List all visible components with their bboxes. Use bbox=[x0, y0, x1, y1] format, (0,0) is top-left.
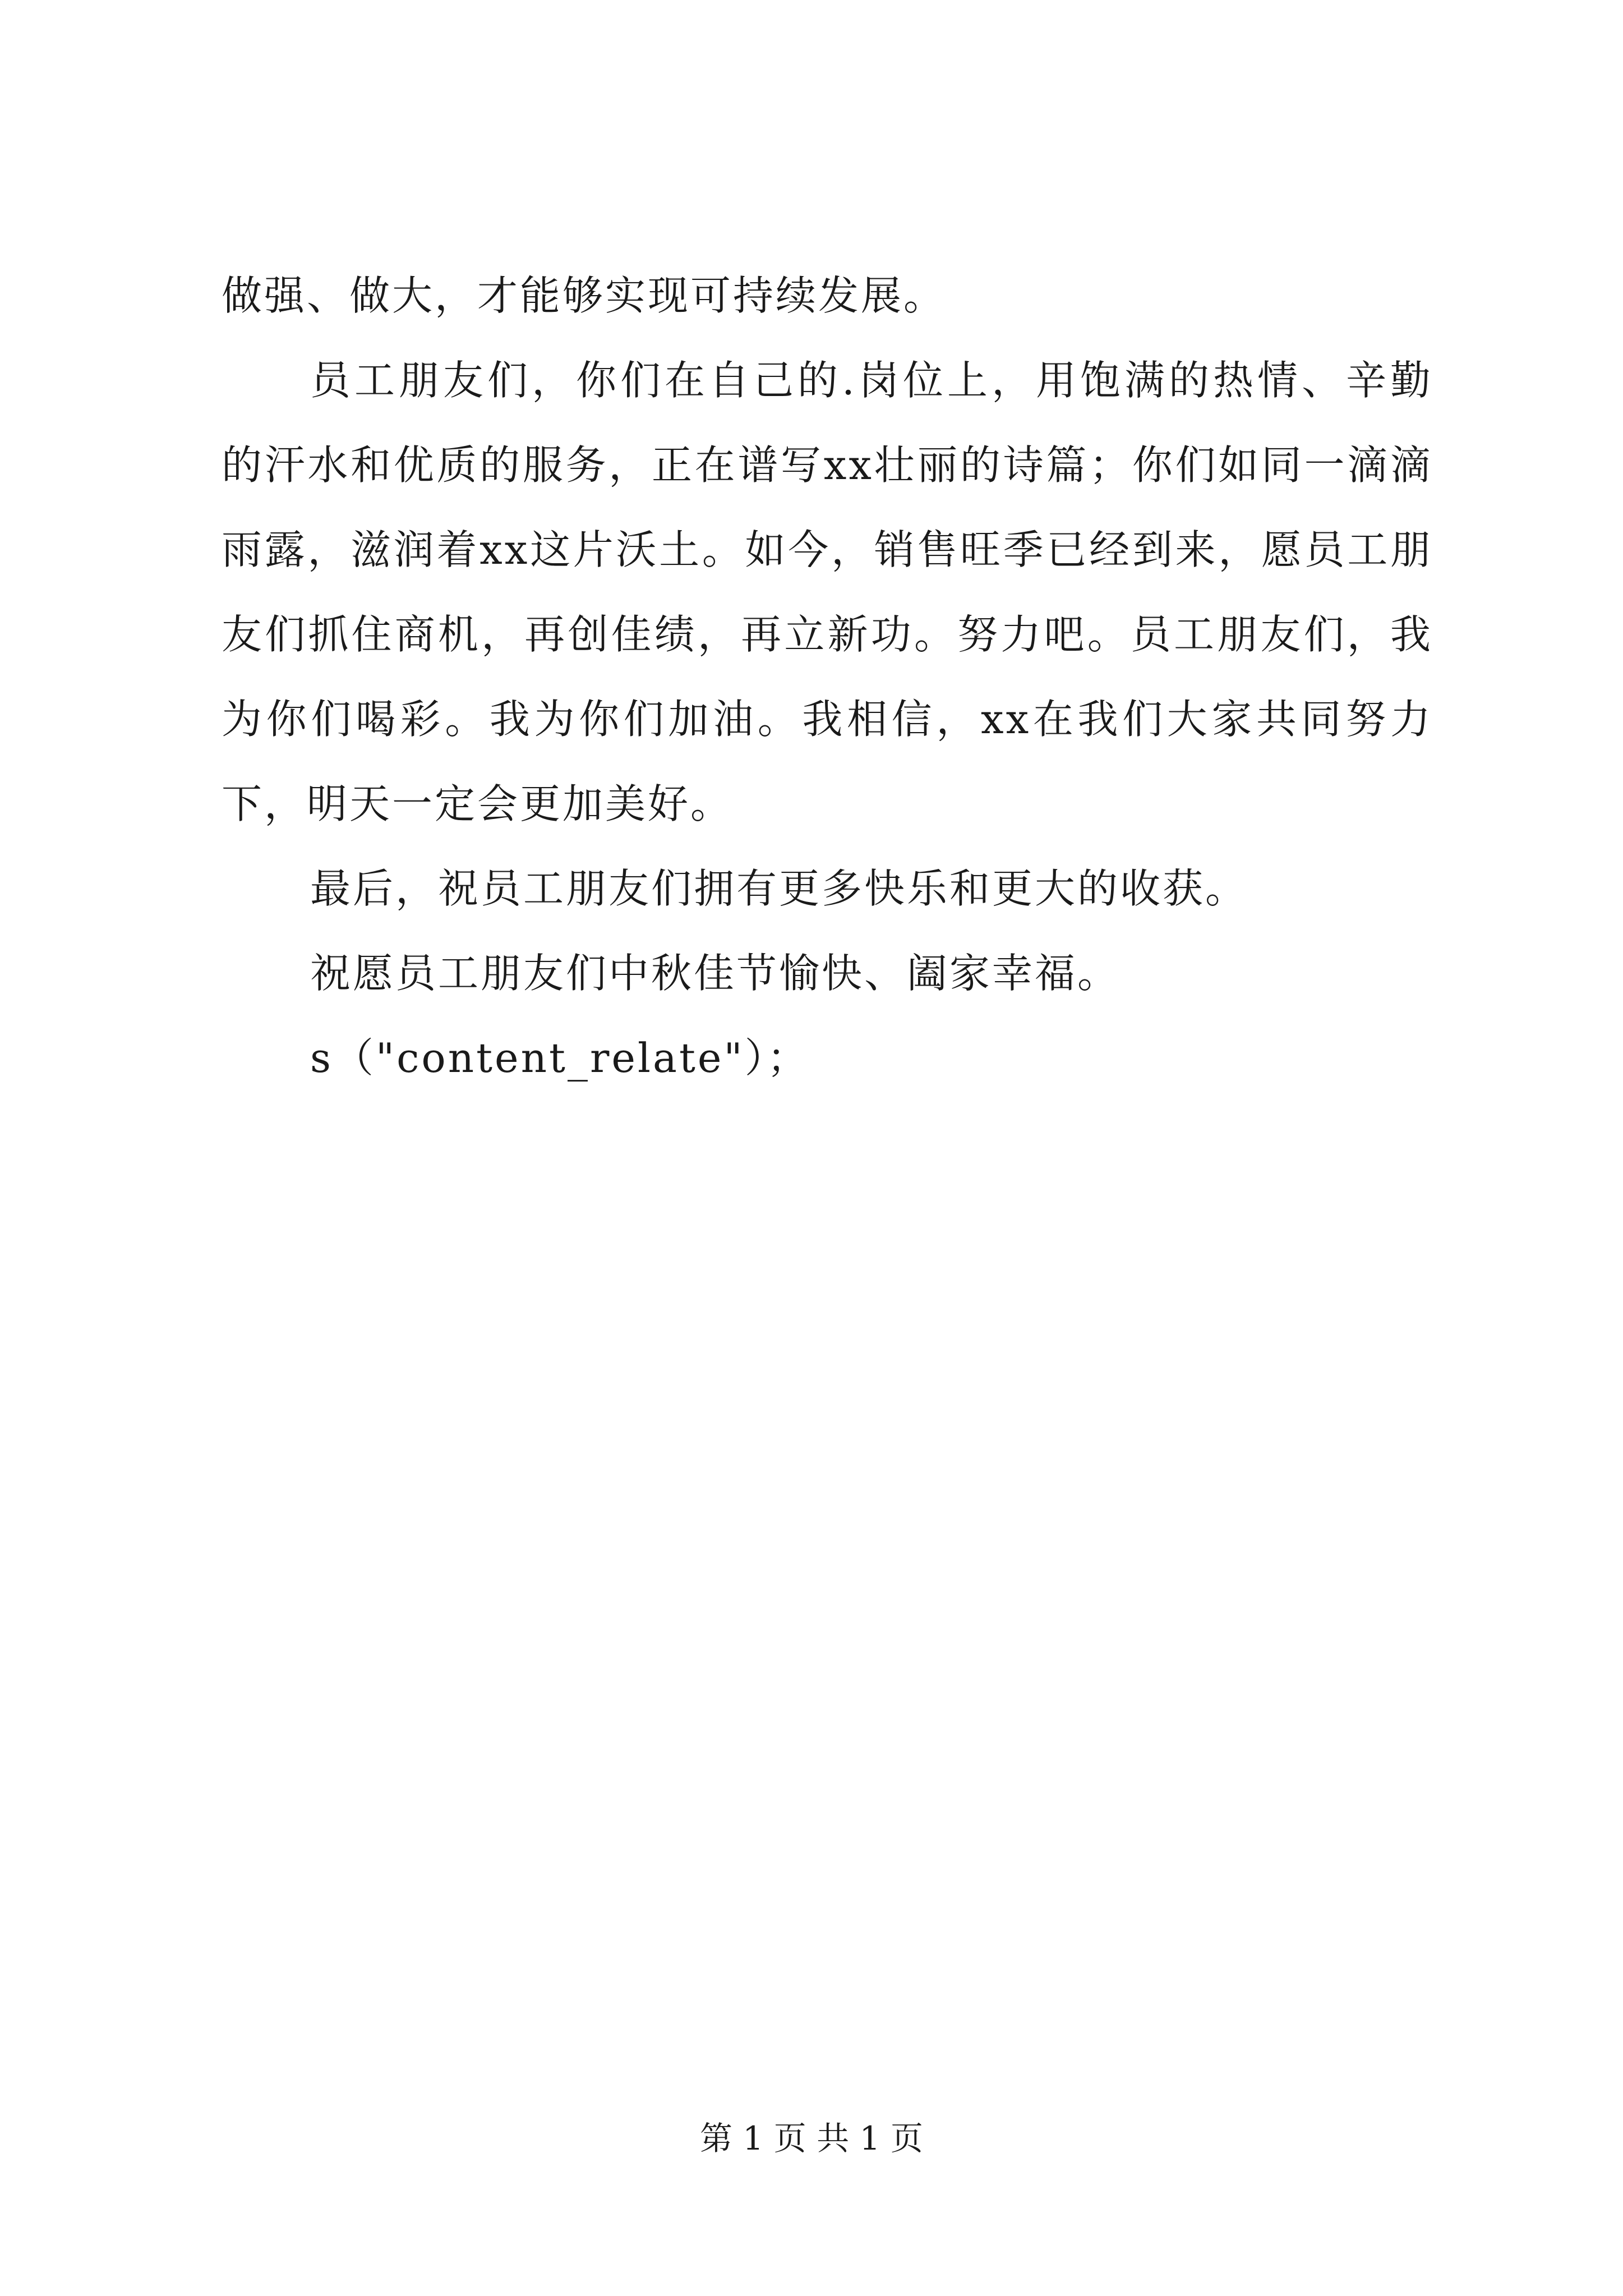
paragraph-employee-message: 员工朋友们，你们在自己的.岗位上，用饱满的热情、辛勤的汗水和优质的服务，正在谱写xx壮丽的诗篇；你们如同一滴滴雨露，滋润着xx这片沃土。如今，销售旺季已经到来，愿员工朋友们抓住商机，再创佳绩，再立新功。努力吧。员工朋友们，我为你们喝彩。我为你们加油。我相信，xx在我们大家共同努力下，明天一定会更加美好。 bbox=[222, 357, 1433, 827]
paragraph-code-remnant: s（"content_relate"）； bbox=[310, 1034, 810, 1082]
paragraph-continued: 做强、做大，才能够实现可持续发展。 bbox=[222, 272, 947, 319]
paragraph-mid-autumn-wish: 祝愿员工朋友们中秋佳节愉快、阖家幸福。 bbox=[310, 950, 1121, 997]
page-footer: 第 1 页 共 1 页 bbox=[700, 2119, 923, 2157]
document-body bbox=[222, 254, 1433, 1101]
paragraph-final-wish: 最后，祝员工朋友们拥有更多快乐和更大的收获。 bbox=[310, 865, 1248, 912]
